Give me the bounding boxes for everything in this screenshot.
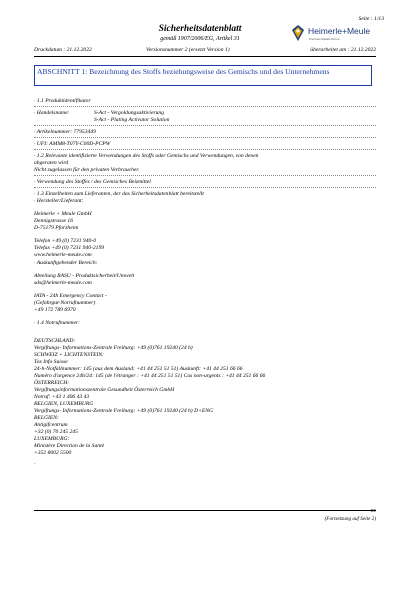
version-number: Versionsnummer 2 (ersetzt Version 1) [146, 47, 230, 53]
company-website-link[interactable]: www.heimerle-meule.com [34, 252, 92, 258]
emergency-heading: · 1.4 Notrufnummer: [34, 320, 80, 326]
luxembourg-line-1: Ministère Direction de la Santé [34, 443, 105, 449]
section-1-header [34, 65, 372, 86]
switzerland-line-1: Tox Info Suisse [34, 359, 68, 365]
company-phone: Telefon +49 (0) 7231 940-0 [34, 238, 96, 244]
info-department-label: · Auskunftgebender Bereich: [34, 260, 98, 266]
logo-emblem-icon [290, 24, 306, 42]
iata-line-1: IATA - 24h Emergency Contact - [34, 293, 107, 299]
country-code-mark: DE [370, 508, 376, 513]
luxembourg-label: LUXEMBURG: [34, 436, 70, 442]
uses-note: Nicht zugelassen für den privaten Verbraucher. [34, 167, 140, 173]
trade-name-en: S-Act - Plating Activator Solution [94, 117, 170, 123]
divider [34, 149, 376, 150]
footer-rule [34, 510, 376, 511]
company-city: D-75179 Pforzheim [34, 225, 79, 231]
continued-note: (Fortsetzung auf Seite 2) [324, 516, 376, 522]
divider [34, 125, 376, 126]
supplier-heading: · 1.3 Einzelheiten zum Lieferanten, der das Sicherheitsdatenblatt bereitstellt [34, 191, 204, 197]
belgium-line-1: Antigifcentrum [34, 422, 68, 428]
divider [34, 137, 376, 138]
divider [34, 187, 376, 188]
austria-line-1: Vergiftungsinformationszentrale Gesundheit Österreich GmbH [34, 387, 175, 393]
company-logo [290, 22, 370, 46]
divider [34, 106, 376, 107]
use-of-substance: · Verwendung des Stoffes / des Gemisches Beizmittel [34, 179, 151, 185]
switzerland-line-2: 24-h-Notfallnummer: 145 (aus dem Ausland: +41 44 251 51 51) Auskunft: +41 44 251 66 66 [34, 366, 243, 372]
product-identifier-heading: · 1.1 Produktidentifikator [34, 98, 91, 104]
document-subtitle: gemäß 1907/2006/EG, Artikel 31 [160, 36, 240, 42]
uses-heading-line-2: abgeraten wird [34, 160, 69, 166]
section-1-title: ABSCHNITT 1: Bezeichnung des Stoffs beziehungsweise des Gemischs und des Unternehmens [37, 67, 330, 76]
uses-heading-line-1: · 1.2 Relevante identifizierte Verwendungen des Stoffs oder Gemischs und Verwendungen, von denen [34, 153, 259, 159]
manufacturer-label: · Hersteller/Lieferant: [34, 198, 84, 204]
page-number: Seite : 1/13 [358, 16, 384, 22]
switzerland-label: SCHWEIZ + LICHTENSTEIN: [34, 352, 104, 358]
austria-label: ÖSTERREICH: [34, 380, 70, 386]
ufi-code: · UFI: AMM8-T07Y-C00D-PCPW [34, 141, 111, 147]
document-title: Sicherheitsdatenblatt [158, 24, 242, 34]
trade-name-de: S-Act - Vergoldungsaktivierung [94, 110, 165, 116]
department-email-link[interactable]: sds@heimerle-meule.com [34, 280, 92, 286]
company-name: Heimerle + Meule GmbH [34, 211, 92, 217]
belgium-luxembourg-label: BELGIEN, LUXEMBURG [34, 401, 94, 407]
header-rule [34, 56, 376, 57]
logo-wordmark: Heimerle+Meule [308, 26, 371, 36]
germany-contact: Vergiftungs- Informations-Zentrale Freiburg: +49 (0)761 19240 (24 h) [34, 345, 193, 351]
germany-label: DEUTSCHLAND: [34, 338, 76, 344]
revision-date: überarbeitet am : 21.12.2022 [310, 47, 376, 53]
divider [34, 175, 376, 176]
company-fax[interactable]: Telefax +49 (0) 7231 940-2199 [34, 245, 105, 251]
department-name: Abteilung RASU - Produktsicherheit/Umwelt [34, 273, 135, 279]
company-street: Dennigstrasse 16 [34, 218, 74, 224]
trailing-bullet: · [34, 461, 36, 467]
belgium-line-2: +32 (0) 70 245 245 [34, 429, 78, 435]
iata-phone: +49 172 789 6970 [34, 307, 76, 313]
trade-name-label: · Handelsname: [34, 110, 70, 116]
iata-line-2: (Gefahrgut-Notrufnummer) [34, 300, 96, 306]
austria-line-2: Notruf: +43 1 406 43 43 [34, 394, 90, 400]
luxembourg-line-2: +352 8002 5500 [34, 450, 72, 456]
print-date: Druckdatum : 21.12.2022 [34, 47, 92, 53]
belgium-label: BELGIEN: [34, 415, 59, 421]
logo-tagline: Precious Metals Group [309, 37, 340, 41]
article-number: · Artikelnummer: 77953449 [34, 129, 96, 135]
belgium-luxembourg-contact: Vergiftungs- Informations-Zentrale Freiburg: +49 (0)761 19240 (24 h) D+ENG [34, 408, 214, 414]
switzerland-line-3: Numéro d'urgence 24h/24: 145 (de l'étranger : +41 44 251 51 51) Cas non-urgents : +41 44 251 66 66 [34, 373, 266, 379]
